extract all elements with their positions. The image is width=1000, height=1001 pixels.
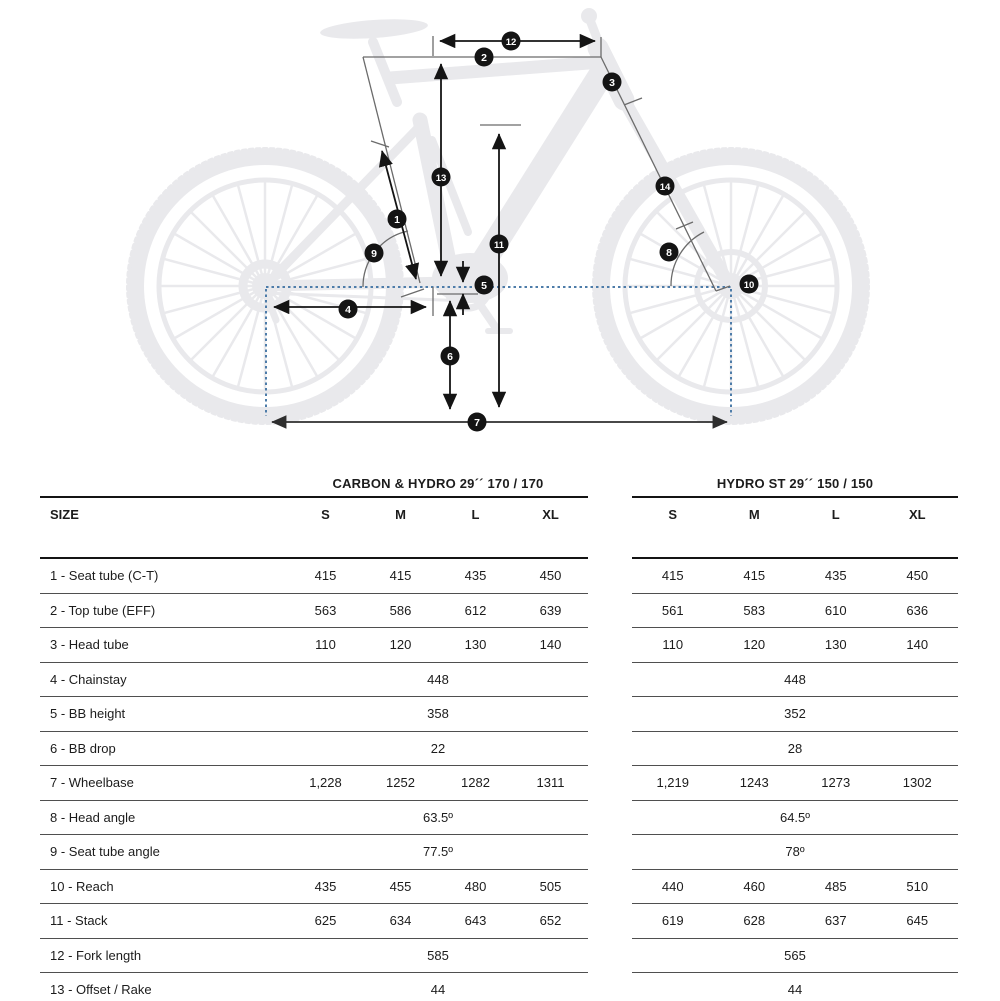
value-cell: 455 [389, 878, 412, 894]
table-row [632, 801, 958, 836]
table-title-right: HYDRO ST 29´´ 150 / 150 [716, 475, 874, 491]
value-cell: 450 [539, 568, 562, 584]
value-cell: 619 [661, 913, 684, 929]
table-row [40, 732, 588, 767]
value-cell: 130 [464, 637, 487, 653]
value-cell: 561 [661, 602, 684, 618]
measure-point-6 [441, 347, 460, 366]
measure-point-4 [339, 300, 358, 319]
value-cell: 440 [661, 878, 684, 894]
size-col-m: M [748, 506, 760, 522]
value-cell-span: 44 [787, 982, 803, 998]
svg-text:9: 9 [371, 247, 377, 260]
row-label: 1 - Seat tube (C-T) [50, 568, 159, 584]
value-cell: 628 [743, 913, 766, 929]
row-label: 6 - BB drop [50, 740, 116, 756]
measure-point-5 [475, 276, 494, 295]
value-cell: 634 [389, 913, 412, 929]
row-label: 5 - BB height [50, 706, 126, 722]
value-cell: 140 [539, 637, 562, 653]
svg-text:1: 1 [394, 213, 400, 226]
row-label: 4 - Chainstay [50, 671, 127, 687]
value-cell-span: 78º [785, 844, 805, 860]
row-label: 13 - Offset / Rake [50, 982, 152, 998]
value-cell: 610 [824, 602, 847, 618]
table-row [632, 559, 958, 594]
table-row [632, 766, 958, 801]
table-row [40, 628, 588, 663]
table-row [632, 663, 958, 698]
size-header-row [40, 498, 588, 530]
svg-text:13: 13 [435, 172, 447, 184]
value-cell: 480 [464, 878, 487, 894]
table-row [632, 870, 958, 905]
value-cell: 435 [824, 568, 847, 584]
value-cell-span: 22 [430, 740, 446, 756]
value-cell: 612 [464, 602, 487, 618]
value-cell: 415 [743, 568, 766, 584]
measure-point-8 [660, 243, 679, 262]
measure-point-12 [502, 32, 521, 51]
size-col-s: S [668, 506, 678, 522]
value-cell-span: 585 [427, 947, 449, 963]
measure-point-10 [740, 275, 759, 294]
table-row [632, 628, 958, 663]
svg-text:8: 8 [666, 246, 672, 259]
geometry-diagram [0, 0, 1000, 465]
value-cell: 415 [314, 568, 337, 584]
value-cell: 652 [539, 913, 562, 929]
value-cell: 415 [389, 568, 412, 584]
value-cell: 435 [314, 878, 337, 894]
geometry-table-carbon-hydro [40, 470, 588, 1001]
table-row [40, 594, 588, 629]
table-row [632, 904, 958, 939]
table-row [40, 870, 588, 905]
value-cell-span: 44 [430, 982, 446, 998]
value-cell: 643 [464, 913, 487, 929]
row-label: 11 - Stack [50, 913, 108, 929]
value-cell: 110 [315, 637, 336, 653]
value-cell: 120 [743, 637, 766, 653]
measure-point-14 [656, 177, 675, 196]
value-cell: 637 [824, 913, 847, 929]
value-cell: 625 [314, 913, 337, 929]
svg-text:11: 11 [493, 239, 505, 251]
size-header-row [632, 498, 958, 530]
value-cell-span: 565 [784, 947, 806, 963]
value-cell: 435 [464, 568, 487, 584]
value-cell-span: 352 [784, 706, 806, 722]
size-col-l: L [831, 506, 840, 522]
value-cell-span: 448 [427, 671, 449, 687]
value-cell-span: 28 [787, 740, 803, 756]
value-cell-span: 358 [427, 706, 449, 722]
divider [40, 530, 588, 559]
svg-text:7: 7 [474, 416, 480, 429]
value-cell: 460 [743, 878, 766, 894]
value-cell: 1,219 [656, 775, 690, 791]
table-row [632, 594, 958, 629]
table-row [40, 973, 588, 1001]
table-row [40, 939, 588, 974]
value-cell: 586 [389, 602, 412, 618]
row-label: 10 - Reach [50, 878, 114, 894]
table-row [632, 732, 958, 767]
value-cell: 110 [662, 637, 684, 653]
size-col-m: M [395, 506, 406, 522]
svg-text:5: 5 [481, 279, 487, 292]
table-row [40, 559, 588, 594]
value-cell: 1273 [821, 775, 851, 791]
svg-text:6: 6 [447, 350, 453, 363]
row-label: 12 - Fork length [50, 947, 142, 963]
value-cell-span: 64.5º [779, 809, 811, 825]
table-row [632, 939, 958, 974]
row-label: 7 - Wheelbase [50, 775, 134, 791]
svg-text:12: 12 [505, 36, 517, 48]
row-label: 8 - Head angle [50, 809, 136, 825]
svg-text:4: 4 [345, 303, 351, 316]
value-cell: 583 [743, 602, 766, 618]
svg-text:10: 10 [743, 279, 755, 291]
value-cell: 1282 [461, 775, 490, 791]
table-row [40, 801, 588, 836]
table-row [632, 973, 958, 1001]
value-cell: 450 [906, 568, 929, 584]
value-cell: 505 [539, 878, 562, 894]
measure-point-9 [365, 244, 384, 263]
bike-silhouette [128, 8, 868, 423]
row-label: 9 - Seat tube angle [50, 844, 160, 860]
measure-point-7 [468, 413, 487, 432]
value-cell-span: 77.5º [422, 844, 454, 860]
value-cell: 1243 [739, 775, 769, 791]
size-col-s: S [321, 506, 330, 522]
table-row [40, 835, 588, 870]
size-header-label: SIZE [50, 506, 79, 522]
value-cell: 1,228 [309, 775, 342, 791]
value-cell: 120 [389, 637, 412, 653]
table-row [40, 697, 588, 732]
size-col-l: L [471, 506, 480, 522]
table-row [40, 904, 588, 939]
measure-point-1 [388, 210, 407, 229]
value-cell: 1252 [386, 775, 415, 791]
measure-point-11 [490, 235, 509, 254]
svg-text:2: 2 [481, 51, 487, 64]
value-cell: 510 [906, 878, 929, 894]
value-cell: 485 [824, 878, 847, 894]
value-cell: 639 [539, 602, 562, 618]
value-cell-span: 448 [784, 671, 806, 687]
table-row [632, 697, 958, 732]
size-col-xl: XL [542, 506, 559, 522]
geometry-table-hydro-st [632, 470, 958, 1001]
table-row [40, 663, 588, 698]
divider [632, 530, 958, 559]
value-cell: 636 [906, 602, 929, 618]
table-row [40, 766, 588, 801]
value-cell: 1311 [536, 775, 565, 791]
value-cell: 130 [824, 637, 847, 653]
value-cell: 415 [661, 568, 684, 584]
svg-text:3: 3 [609, 76, 615, 89]
row-label: 2 - Top tube (EFF) [50, 602, 156, 618]
size-col-xl: XL [908, 506, 926, 522]
row-label: 3 - Head tube [50, 637, 129, 653]
table-row [632, 835, 958, 870]
value-cell: 1302 [902, 775, 932, 791]
value-cell: 140 [906, 637, 929, 653]
measure-point-2 [475, 48, 494, 67]
value-cell-span: 63.5º [422, 809, 454, 825]
measure-point-3 [603, 73, 622, 92]
measure-point-13 [432, 168, 451, 187]
value-cell: 563 [314, 602, 337, 618]
svg-text:14: 14 [659, 181, 671, 193]
value-cell: 645 [906, 913, 929, 929]
table-title-left: CARBON & HYDRO 29´´ 170 / 170 [332, 475, 544, 491]
